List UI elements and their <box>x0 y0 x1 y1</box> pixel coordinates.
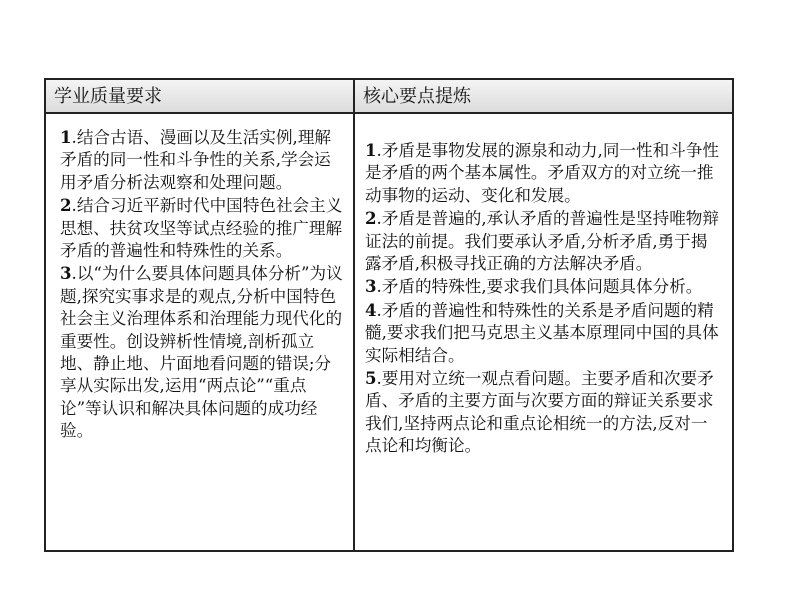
item-number: 5 <box>365 368 377 389</box>
list-item <box>365 299 724 367</box>
header-core-points: 核心要点提炼 <box>355 80 732 114</box>
item-number: 3 <box>60 263 72 284</box>
list-item <box>60 126 343 194</box>
item-number: 1 <box>60 127 72 147</box>
quality-requirements-cell <box>46 114 355 550</box>
item-number: 2 <box>60 195 72 216</box>
requirements-table <box>44 78 734 552</box>
header-quality-requirements: 学业质量要求 <box>46 80 355 114</box>
list-item <box>365 275 724 298</box>
item-number: 4 <box>365 299 377 320</box>
item-text: .结合习近平新时代中国特色社会主义思想、扶贫攻坚等试点经验的推广理解矛盾的普遍性和特殊性的关系。 <box>60 196 343 261</box>
item-text: .矛盾的特殊性,要求我们具体问题具体分析。 <box>376 277 703 297</box>
list-item <box>365 139 724 207</box>
list-item <box>60 194 343 262</box>
item-number: 3 <box>365 276 377 297</box>
item-text: .矛盾是普遍的,承认矛盾的普遍性是坚持唯物辩证法的前提。我们要承认矛盾,分析矛盾,勇于揭露矛盾,积极寻找正确的方法解决矛盾。 <box>365 209 719 274</box>
item-text: .以“为什么要具体问题具体分析”为议题,探究实事求是的观点,分析中国特色社会主义治理体系和治理能力现代化的重要性。创设辨析性情境,剖析孤立地、静止地、片面地看问题的错误;分享从实际出发,运用“两点论”“重点论”等认识和解决具体问题的成功经验。 <box>60 264 343 441</box>
item-text: .矛盾是事物发展的源泉和动力,同一性和斗争性是矛盾的两个基本属性。矛盾双方的对立统一推动事物的运动、变化和发展。 <box>365 141 719 205</box>
item-text: .要用对立统一观点看问题。主要矛盾和次要矛盾、矛盾的主要方面与次要方面的辩证关系要求我们,坚持两点论和重点论相统一的方法,反对一点论和均衡论。 <box>365 369 714 456</box>
list-item <box>365 207 724 275</box>
core-points-cell <box>355 114 732 550</box>
item-number: 1 <box>365 140 377 160</box>
list-item <box>365 367 724 458</box>
item-text: .矛盾的普遍性和特殊性的关系是矛盾问题的精髓,要求我们把马克思主义基本原理同中国的具体实际相结合。 <box>365 300 719 365</box>
item-number: 2 <box>365 208 377 229</box>
list-item <box>60 262 343 442</box>
item-text: .结合古语、漫画以及生活实例,理解矛盾的同一性和斗争性的关系,学会运用矛盾分析法观察和处理问题。 <box>60 128 332 192</box>
